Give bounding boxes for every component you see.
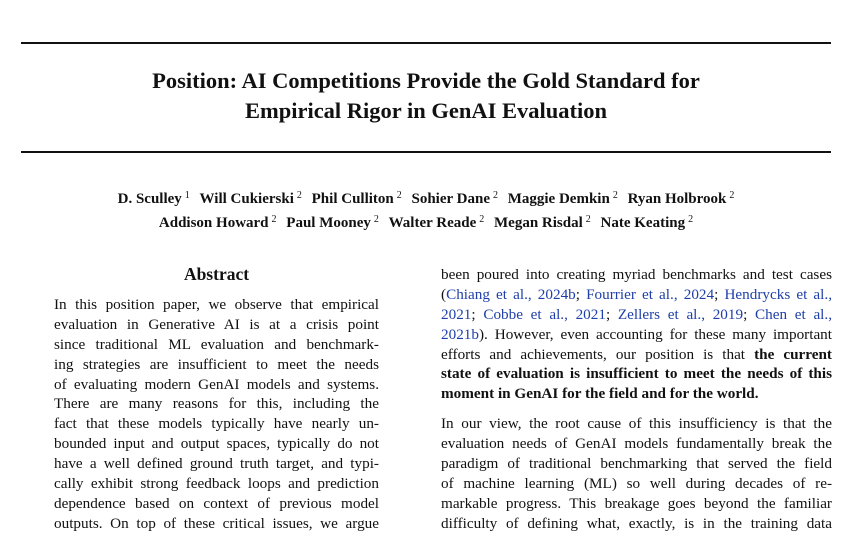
author-row-1 [21,186,831,210]
abstract-line: outputs. On top of these critical issues, we argue [54,514,379,532]
body-line: 2021; Cobbe et al., 2021; Zellers et al., 2019; Chen et al., [441,305,832,323]
title-rule-top [21,42,831,44]
title-rule-bottom [21,151,831,153]
body-line: efforts and achievements, our position is that the current [441,345,832,363]
citation-link[interactable]: 2021 [441,305,472,323]
abstract-line: bounded input and output spaces, typically do not [54,435,379,453]
abstract-line: since traditional ML evaluation and benchmark- [54,335,379,353]
citation-link[interactable]: Chiang et al., 2024b [446,285,576,303]
author: Sohier Dane $^2$ [411,190,498,207]
abstract-line: In this position paper, we observe that empirical [54,296,379,313]
body-line: of machine learning (ML) so well during decades of re- [441,474,832,492]
author: Megan Risdal $^2$ [494,213,591,231]
citation-link[interactable]: Zellers et al., 2019 [617,305,744,323]
citation-link[interactable]: Fourrier et al., 2024 [586,285,715,303]
paragraph-gap [441,404,832,414]
abstract-line: have a well defined ground truth target, and typi- [54,455,379,473]
affiliation-marker: 2 [688,213,694,225]
abstract-line: cally exhibit strong feedback loops and prediction [54,475,379,493]
title-line-1: Position: AI Competitions Provide the Gold Standard for [152,68,700,93]
body-line: been poured into creating myriad benchmarks and test cases [441,266,832,283]
body-line: difficulty of defining what, exactly, is in the training data [441,514,832,532]
affiliation-marker: 2 [396,190,402,201]
abstract-line: There are many reasons for this, including the [54,395,379,413]
citation-link[interactable]: Cobbe et al., 2021 [483,305,606,323]
affiliation-marker: 2 [585,213,591,225]
author: Phil Culliton $^2$ [311,190,402,207]
author: Paul Mooney $^2$ [286,213,379,231]
body-line: 2021b). However, even accounting for these many important [441,325,832,343]
author: Will Cukierski $^2$ [199,190,302,207]
abstract-line: evaluation in Generative AI is at a crisis point [54,315,379,333]
affiliation-marker: 2 [271,213,277,225]
paper-title [21,66,831,126]
body-line: In our view, the root cause of this insufficiency is that the [441,415,832,433]
title-line-2: Empirical Rigor in GenAI Evaluation [244,98,608,123]
abstract-line: dependence based on context of previous model [54,494,379,512]
citation-link[interactable]: 2021b [441,325,479,343]
affiliation-marker: 2 [479,213,485,225]
body-line: evaluation needs of GenAI models fundamentally break the [441,435,832,453]
author-list [21,186,831,233]
citation-link[interactable]: Hendrycks et al., [724,285,832,303]
author: Walter Reade $^2$ [388,213,485,231]
body-line: paradigm of traditional benchmarking that served the field [441,455,832,473]
abstract-line: of evaluating modern GenAI models and systems. [54,375,379,393]
abstract-body [54,295,379,534]
citation-link[interactable]: Chen et al., [755,305,832,323]
affiliation-marker: 2 [373,213,379,225]
author: Maggie Demkin $^2$ [507,190,618,207]
author: Nate Keating $^2$ [600,213,694,231]
body-column-right [441,265,832,534]
affiliation-marker: 2 [729,190,735,201]
abstract-heading: Abstract [183,264,250,284]
affiliation-marker: 1 [184,190,190,201]
abstract-line: ing strategies are insufficient to meet the needs [54,355,379,373]
affiliation-marker: 2 [296,190,302,201]
body-line: state of evaluation is insufficient to meet the needs of this [441,365,832,383]
author: Addison Howard $^2$ [158,213,277,231]
body-line: (Chiang et al., 2024b; Fourrier et al., 2024; Hendrycks et al., [441,285,832,303]
author-row-2 [21,210,831,234]
author: D. Sculley $^1$ [117,190,190,207]
affiliation-marker: 2 [612,190,618,201]
abstract-line: fact that these models typically have nearly un- [54,415,379,433]
body-line: moment in GenAI for the field and for the world. [441,385,759,403]
affiliation-marker: 2 [492,190,498,201]
author: Ryan Holbrook $^2$ [627,190,735,207]
body-line: markable progress. This breakage goes beyond the familiar [441,494,832,512]
